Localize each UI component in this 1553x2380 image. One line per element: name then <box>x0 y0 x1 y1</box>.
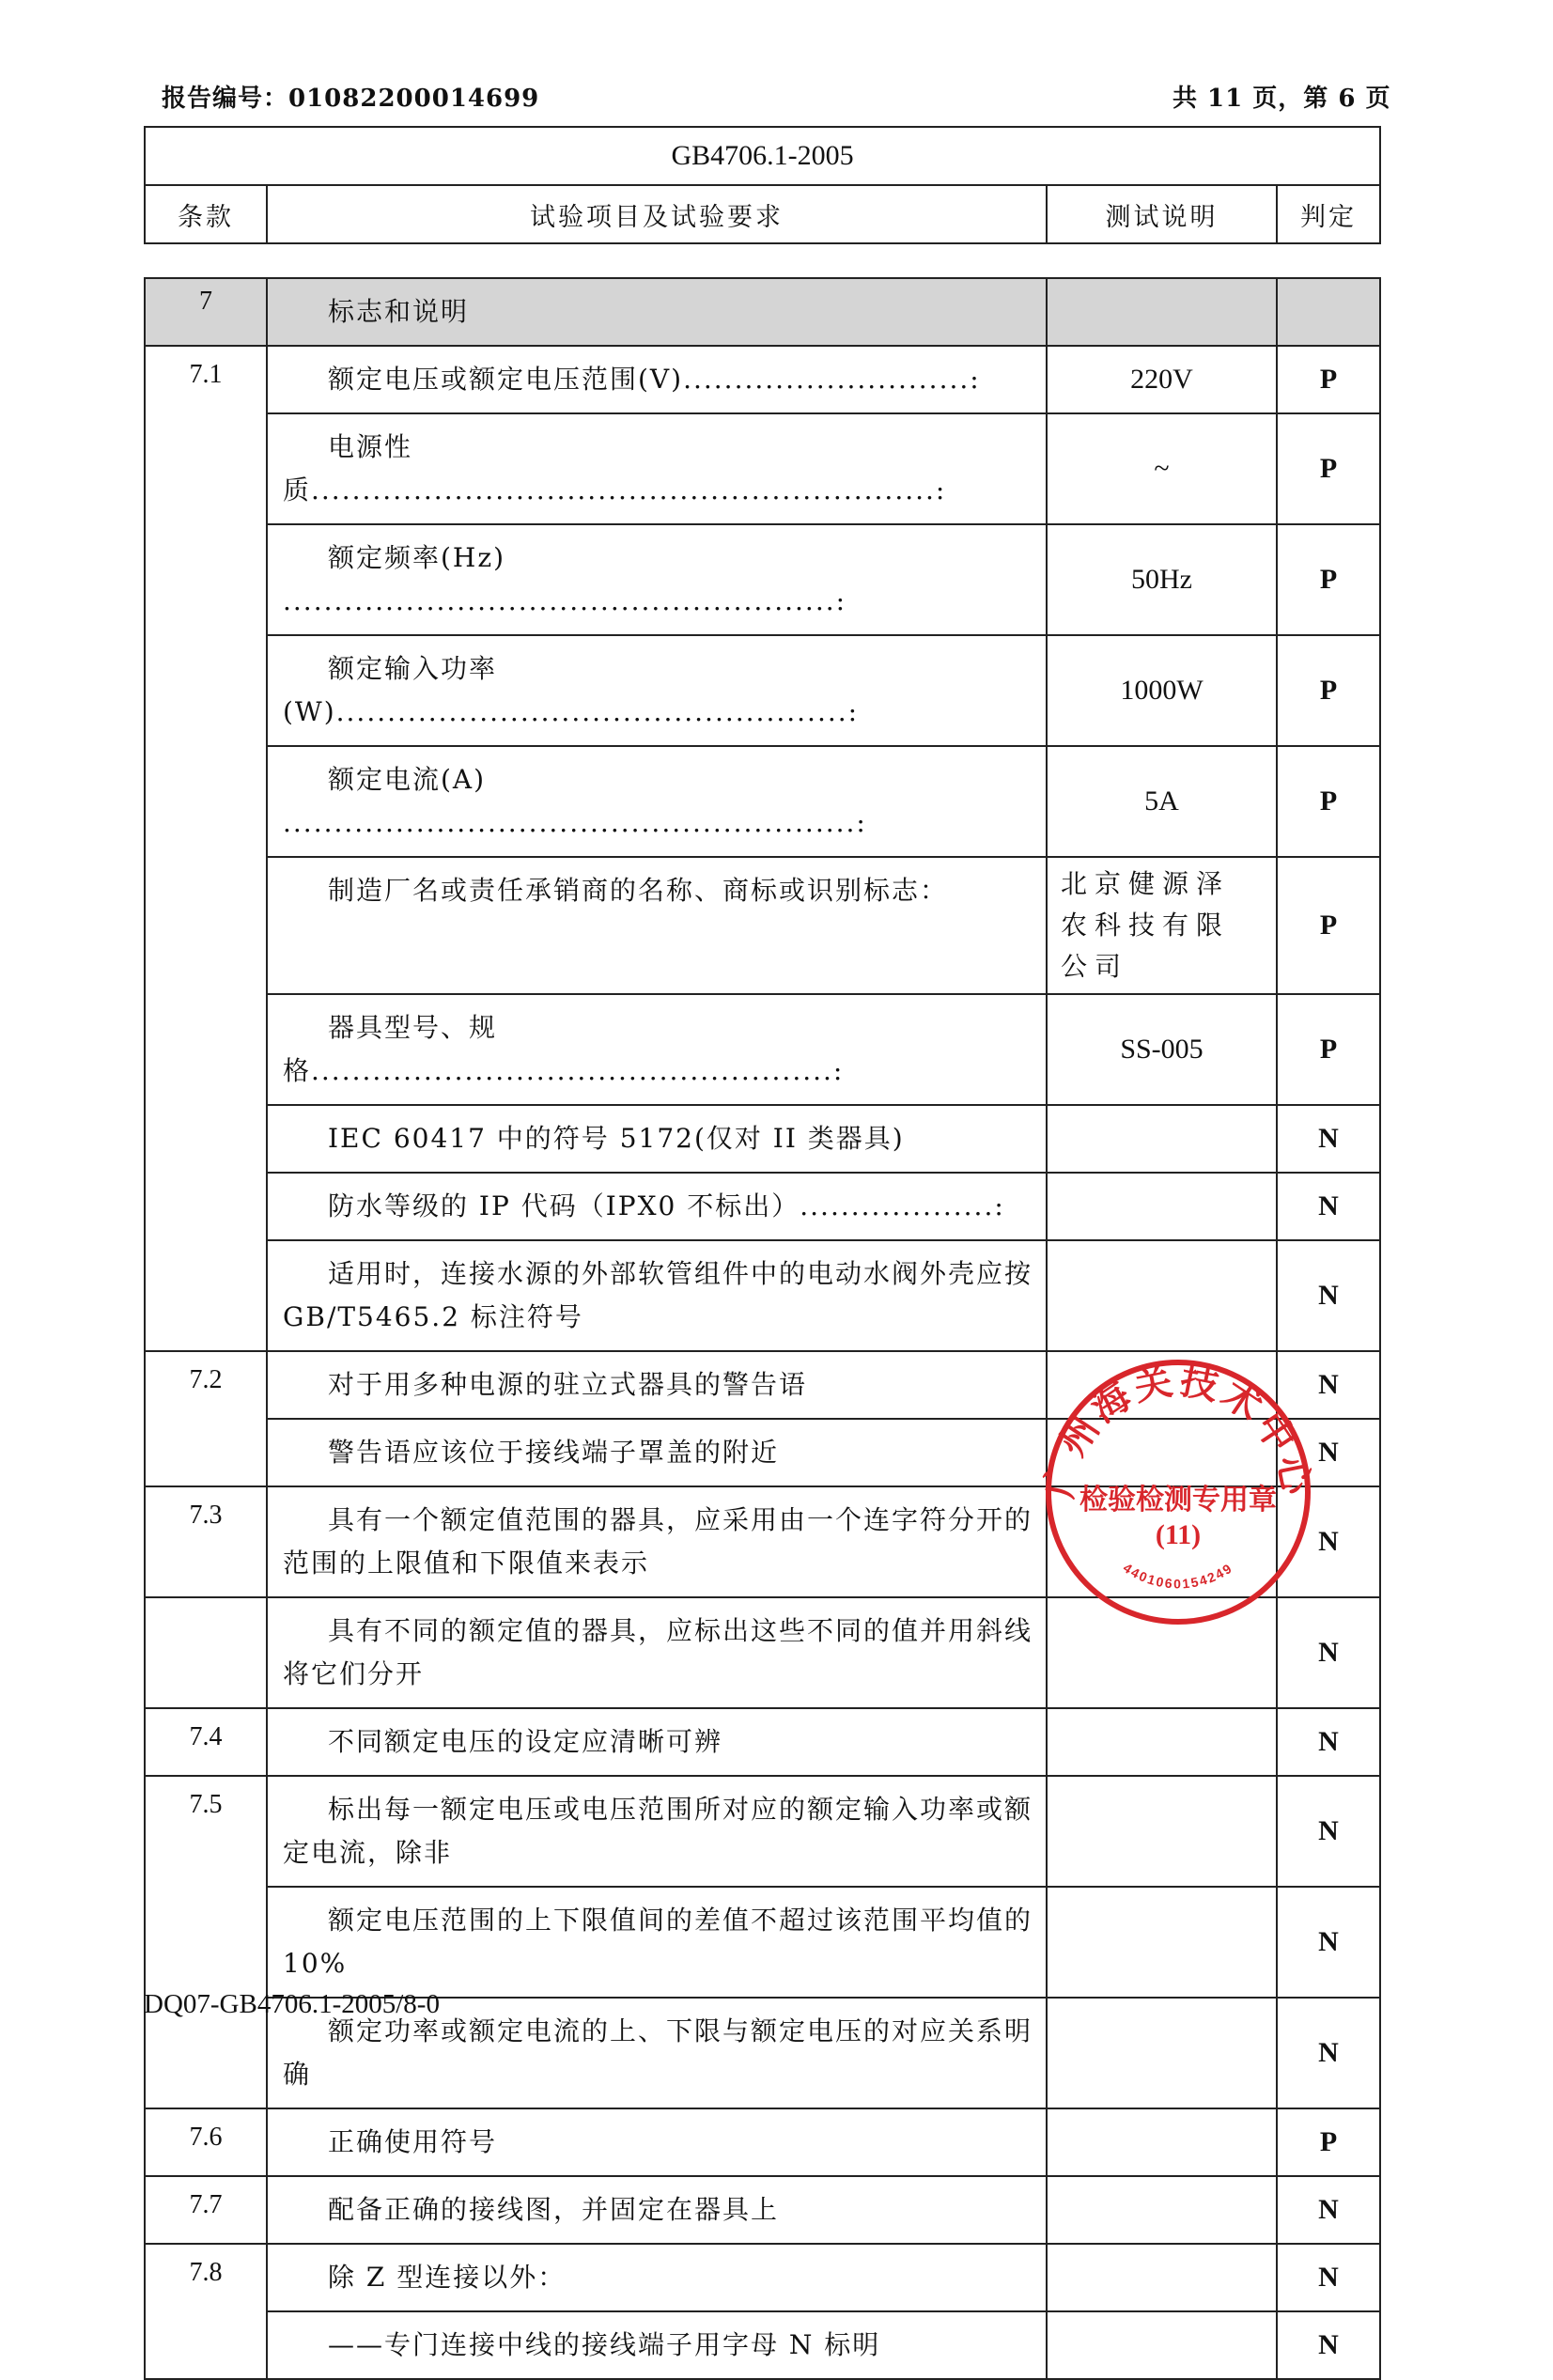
report-number: 报告编号：01082200014699 <box>162 85 540 113</box>
table-row <box>145 635 1380 746</box>
result-cell <box>1047 2244 1277 2311</box>
result-cell <box>1047 1240 1277 1351</box>
requirement-cell: 标出每一额定电压或电压范围所对应的额定输入功率或额定电流，除非 <box>267 1776 1047 1887</box>
requirement-cell: 额定电压或额定电压范围(V)............................: <box>267 346 1047 413</box>
verdict-cell: P <box>1277 857 1380 994</box>
section-title: 标志和说明 <box>267 278 1047 346</box>
result-cell: 1000W <box>1047 635 1277 746</box>
test-items-table <box>144 277 1381 2380</box>
requirement-cell: 器具型号、规格...................................................: <box>267 994 1047 1105</box>
result-cell <box>1047 1776 1277 1887</box>
table-row <box>145 994 1380 1105</box>
table-row <box>145 1240 1380 1351</box>
result-cell: ~ <box>1047 413 1277 524</box>
verdict-cell: N <box>1277 1708 1380 1776</box>
page-info: 共 11 页，第 6 页 <box>1173 85 1391 113</box>
verdict-cell: N <box>1277 2311 1380 2379</box>
clause-cell: 7.1 <box>145 346 267 1351</box>
standard-title: GB4706.1-2005 <box>145 127 1380 185</box>
requirement-cell: 对于用多种电源的驻立式器具的警告语 <box>267 1351 1047 1419</box>
verdict-cell: P <box>1277 746 1380 857</box>
verdict-cell: P <box>1277 2108 1380 2176</box>
requirement-cell: 警告语应该位于接线端子罩盖的附近 <box>267 1419 1047 1486</box>
requirement-cell: 具有不同的额定值的器具，应标出这些不同的值并用斜线将它们分开 <box>267 1597 1047 1708</box>
requirement-cell: 不同额定电压的设定应清晰可辨 <box>267 1708 1047 1776</box>
result-cell <box>1047 2176 1277 2244</box>
manufacturer-result-cell: 北京健源泽农科技有限公司 <box>1047 857 1277 994</box>
requirement-cell: 制造厂名或责任承销商的名称、商标或识别标志： <box>267 857 1047 994</box>
requirement-cell: 适用时，连接水源的外部软管组件中的电动水阀外壳应按 GB/T5465.2 标注符号 <box>267 1240 1047 1351</box>
result-cell: 50Hz <box>1047 524 1277 635</box>
result-cell: SS-005 <box>1047 994 1277 1105</box>
table-row <box>145 346 1380 413</box>
result-cell: 220V <box>1047 346 1277 413</box>
verdict-cell: N <box>1277 1240 1380 1351</box>
result-cell <box>1047 2108 1277 2176</box>
seal-purpose-text: 检验检测专用章 <box>1079 1484 1277 1517</box>
result-cell: 5A <box>1047 746 1277 857</box>
verdict-cell: N <box>1277 2244 1380 2311</box>
column-header-verdict: 判定 <box>1277 185 1380 243</box>
column-header-requirement: 试验项目及试验要求 <box>267 185 1047 243</box>
table-row <box>145 2244 1380 2311</box>
verdict-cell: P <box>1277 635 1380 746</box>
result-cell <box>1047 1708 1277 1776</box>
column-header-clause: 条款 <box>145 185 267 243</box>
requirement-cell: 除 Z 型连接以外： <box>267 2244 1047 2311</box>
requirement-cell: 具有一个额定值范围的器具，应采用由一个连字符分开的范围的上限值和下限值来表示 <box>267 1486 1047 1597</box>
requirement-cell: 防水等级的 IP 代码（IPX0 不标出）...................: <box>267 1173 1047 1240</box>
table-row <box>145 1887 1380 1998</box>
table-row <box>145 2311 1380 2379</box>
result-cell <box>1047 1173 1277 1240</box>
verdict-cell: P <box>1277 994 1380 1105</box>
table-row <box>145 1105 1380 1173</box>
verdict-cell: N <box>1277 1173 1380 1240</box>
verdict-cell: N <box>1277 1351 1380 1419</box>
result-cell <box>1047 1887 1277 1998</box>
verdict-cell: P <box>1277 413 1380 524</box>
section-row <box>145 278 1380 346</box>
requirement-cell: IEC 60417 中的符号 5172(仅对 II 类器具) <box>267 1105 1047 1173</box>
verdict-cell: N <box>1277 1419 1380 1486</box>
result-cell <box>1047 1998 1277 2108</box>
section-clause: 7 <box>145 278 267 346</box>
table-row <box>145 413 1380 524</box>
table-row <box>145 1708 1380 1776</box>
table-row <box>145 857 1380 994</box>
clause-cell: 7.8 <box>145 2244 267 2379</box>
verdict-cell: N <box>1277 1998 1380 2108</box>
requirement-cell: 额定频率(Hz) ......................................................: <box>267 524 1047 635</box>
standard-header-table <box>144 126 1381 244</box>
requirement-cell: ——专门连接中线的接线端子用字母 N 标明 <box>267 2311 1047 2379</box>
column-header-result: 测试说明 <box>1047 185 1277 243</box>
clause-cell <box>145 1597 267 1708</box>
requirement-cell: 电源性质.............................................................: <box>267 413 1047 524</box>
result-cell <box>1047 1105 1277 1173</box>
requirement-cell: 配备正确的接线图，并固定在器具上 <box>267 2176 1047 2244</box>
table-row <box>145 2108 1380 2176</box>
verdict-cell: N <box>1277 1597 1380 1708</box>
table-row <box>145 1173 1380 1240</box>
document-code: DQ07-GB4706.1-2005/8-0 <box>144 1989 440 2019</box>
table-row <box>145 1776 1380 1887</box>
verdict-cell: P <box>1277 524 1380 635</box>
requirement-cell: 额定电压范围的上下限值间的差值不超过该范围平均值的10% <box>267 1887 1047 1998</box>
section-result <box>1047 278 1277 346</box>
section-verdict <box>1277 278 1380 346</box>
verdict-cell: N <box>1277 1486 1380 1597</box>
clause-cell: 7.3 <box>145 1486 267 1597</box>
table-row <box>145 524 1380 635</box>
verdict-cell: N <box>1277 1776 1380 1887</box>
official-seal-stamp <box>1037 1351 1319 1633</box>
clause-cell: 7.4 <box>145 1708 267 1776</box>
seal-code-text: 4401060154249 <box>1120 1560 1236 1592</box>
clause-cell: 7.2 <box>145 1351 267 1486</box>
requirement-cell: 额定功率或额定电流的上、下限与额定电压的对应关系明确 <box>267 1998 1047 2108</box>
seal-org-text: 广州海关技术中心 <box>1037 1358 1319 1501</box>
table-row <box>145 2176 1380 2244</box>
verdict-cell: N <box>1277 1887 1380 1998</box>
verdict-cell: N <box>1277 2176 1380 2244</box>
clause-cell: 7.5 <box>145 1776 267 2108</box>
table-row <box>145 746 1380 857</box>
clause-cell: 7.6 <box>145 2108 267 2176</box>
requirement-cell: 额定输入功率(W)..................................................: <box>267 635 1047 746</box>
verdict-cell: P <box>1277 346 1380 413</box>
requirement-cell: 额定电流(A) ........................................................: <box>267 746 1047 857</box>
requirement-cell: 正确使用符号 <box>267 2108 1047 2176</box>
seal-number-text: (11) <box>1155 1519 1202 1550</box>
clause-cell: 7.7 <box>145 2176 267 2244</box>
result-cell <box>1047 2311 1277 2379</box>
verdict-cell: N <box>1277 1105 1380 1173</box>
